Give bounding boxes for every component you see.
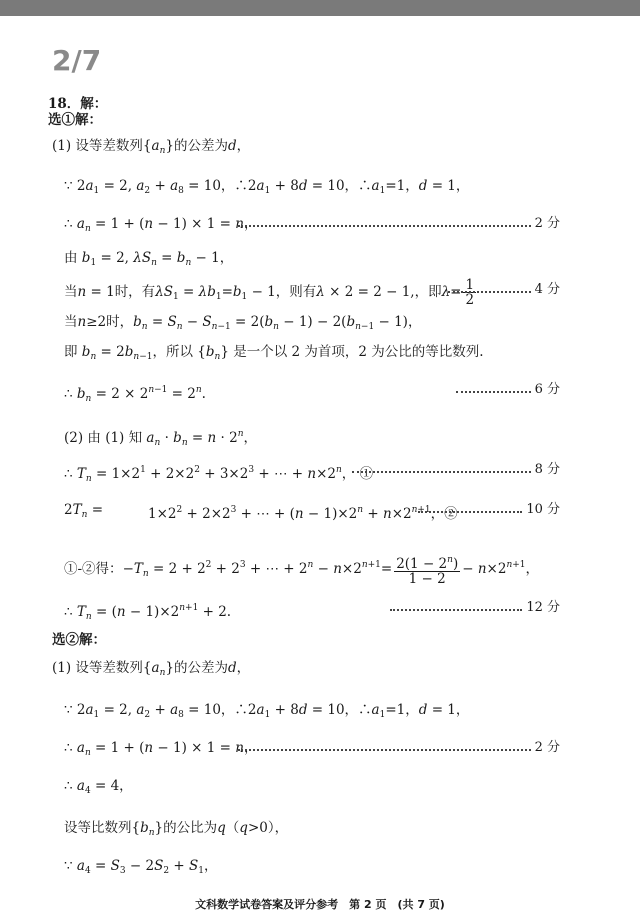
- score-12: 12 分: [526, 600, 560, 615]
- option1-bn-line: [0, 378, 640, 402]
- page-footer: 文科数学试卷答案及评分参考 第 2 页 (共 7 页): [195, 898, 445, 911]
- score-2: 2 分: [534, 216, 560, 231]
- score-leader: [456, 378, 560, 402]
- score-8: 8 分: [534, 462, 560, 477]
- option1-n1-text: 当n = 1时，有$\lambda S_1 = \lambda b_1=b_1 - 1$，则有λ × 2 = 2 − 1,，即λ= $\frac{1}{2}$: [64, 277, 475, 308]
- score-4: 4 分: [534, 282, 560, 297]
- option1-result-line: [0, 596, 640, 620]
- option2-part1-line: [0, 656, 640, 680]
- option1-n2-text: 当n≥2时，$b_n = S_n - S_{n-1} = 2(b_n - 1) - 2(b_{n-1} - 1)$，: [64, 314, 422, 332]
- top-bar: [0, 0, 640, 16]
- option1-given-line: [0, 174, 640, 198]
- option2-an-text: ∴ $a_n = 1 + (n - 1) \times 1 = n$，: [64, 740, 258, 758]
- option1-2tn-text: $1\times 2^2 + 2\times 2^3$ + ⋯ + $(n - 1)\times 2^n + n\times 2^{n+1}$，②: [148, 505, 458, 522]
- score-leader: [448, 278, 560, 302]
- option1-bn-text: ∴ $b_n = 2 \times 2^{n-1} = 2^n$.: [64, 385, 206, 404]
- option1-b1-line: [0, 246, 640, 270]
- score-leader: [418, 498, 560, 522]
- option2-part1-text: (1) 设等差数列$\{a_n\}$的公差为d，: [52, 660, 251, 678]
- option1-2tn-line: [0, 498, 640, 522]
- score-leader: [238, 212, 560, 236]
- option1-heading-line: [0, 108, 640, 132]
- score-leader: [238, 736, 560, 760]
- option1-tn-line: [0, 458, 640, 482]
- option1-part2-line: [0, 422, 640, 446]
- option1-n1-line: [0, 277, 640, 308]
- option2-heading-line: [0, 628, 640, 652]
- option1-tn-text: ∴ $T_n = 1\times 2^1 + 2\times 2^2 + 3\times 2^3$ + ⋯ + $n\times 2^n$， ①: [64, 465, 374, 484]
- option1-bn-rec-line: [0, 340, 640, 364]
- option1-2tn-label: $2T_n$ =: [64, 502, 104, 520]
- option2-a4-line: [0, 774, 640, 798]
- option2-an-line: [0, 736, 640, 760]
- page-badge: 2/7: [52, 44, 102, 77]
- option2-geo-line: [0, 816, 640, 840]
- score-2: 2 分: [534, 740, 560, 755]
- option2-given-line: [0, 698, 640, 722]
- option1-diff-text: ①-②得：$-T_n = 2 + 2^2 + 2^3$ + ⋯ + $2^n - n\times 2^{n+1}=$ $\frac{2(1 - 2^n)}{1 - 2}$ − $n\times 2^{n+1}$，: [64, 555, 540, 587]
- score-6: 6 分: [534, 382, 560, 397]
- option2-heading: 选②解：: [52, 632, 106, 648]
- option2-given-text: ∵ $2a_1 = 2$, $a_2 + a_8 = 10$，$\therefore 2a_1 + 8d = 10$，$\therefore a_1=1$，d = 1，: [64, 702, 470, 720]
- option1-diff-line: [0, 548, 640, 587]
- score-leader: [352, 458, 560, 482]
- option1-n2-line: [0, 310, 640, 334]
- option1-part2-text: (2) 由 (1) 知 $a_n \cdot b_n = n \cdot 2^n$，: [64, 429, 257, 448]
- option2-a4-text: ∴ $a_4 = 4$，: [64, 778, 133, 796]
- option2-a4-eq-text: ∵ $a_4 = S_3 - 2S_2 + S_1$，: [64, 858, 218, 876]
- option1-given-text: ∵ $2a_1 = 2$, $a_2 + a_8 = 10$，$\therefore 2a_1 + 8d = 10$，$\therefore a_1=1$，d = 1，: [64, 178, 470, 196]
- option2-a4-eq-line: [0, 854, 640, 878]
- score-leader: [390, 596, 560, 620]
- option1-an-text: ∴ $a_n = 1 + (n - 1) \times 1 = n$，: [64, 216, 258, 234]
- problem-number: 18．解：: [48, 96, 108, 112]
- score-10: 10 分: [526, 502, 560, 517]
- option1-bn-rec-text: 即 $b_n = 2b_{n-1}$，所以 $\{b_n\}$ 是一个以 2 为首项，2 为公比的等比数列.: [64, 344, 484, 362]
- option1-result-text: ∴ $T_n = (n - 1)\times 2^{n+1} + 2$.: [64, 603, 232, 622]
- option1-an-line: [0, 212, 640, 236]
- option1-part1-text: (1) 设等差数列$\{a_n\}$的公差为d，: [52, 138, 251, 156]
- option1-part1-line: [0, 134, 640, 158]
- option2-geo-text: 设等比数列$\{b_n\}$的公比为q（q>0），: [64, 820, 289, 838]
- option1-heading: 选①解：: [48, 112, 102, 128]
- option1-b1-text: 由 $b_1 = 2$, $\lambda S_n = b_n - 1$，: [64, 250, 234, 268]
